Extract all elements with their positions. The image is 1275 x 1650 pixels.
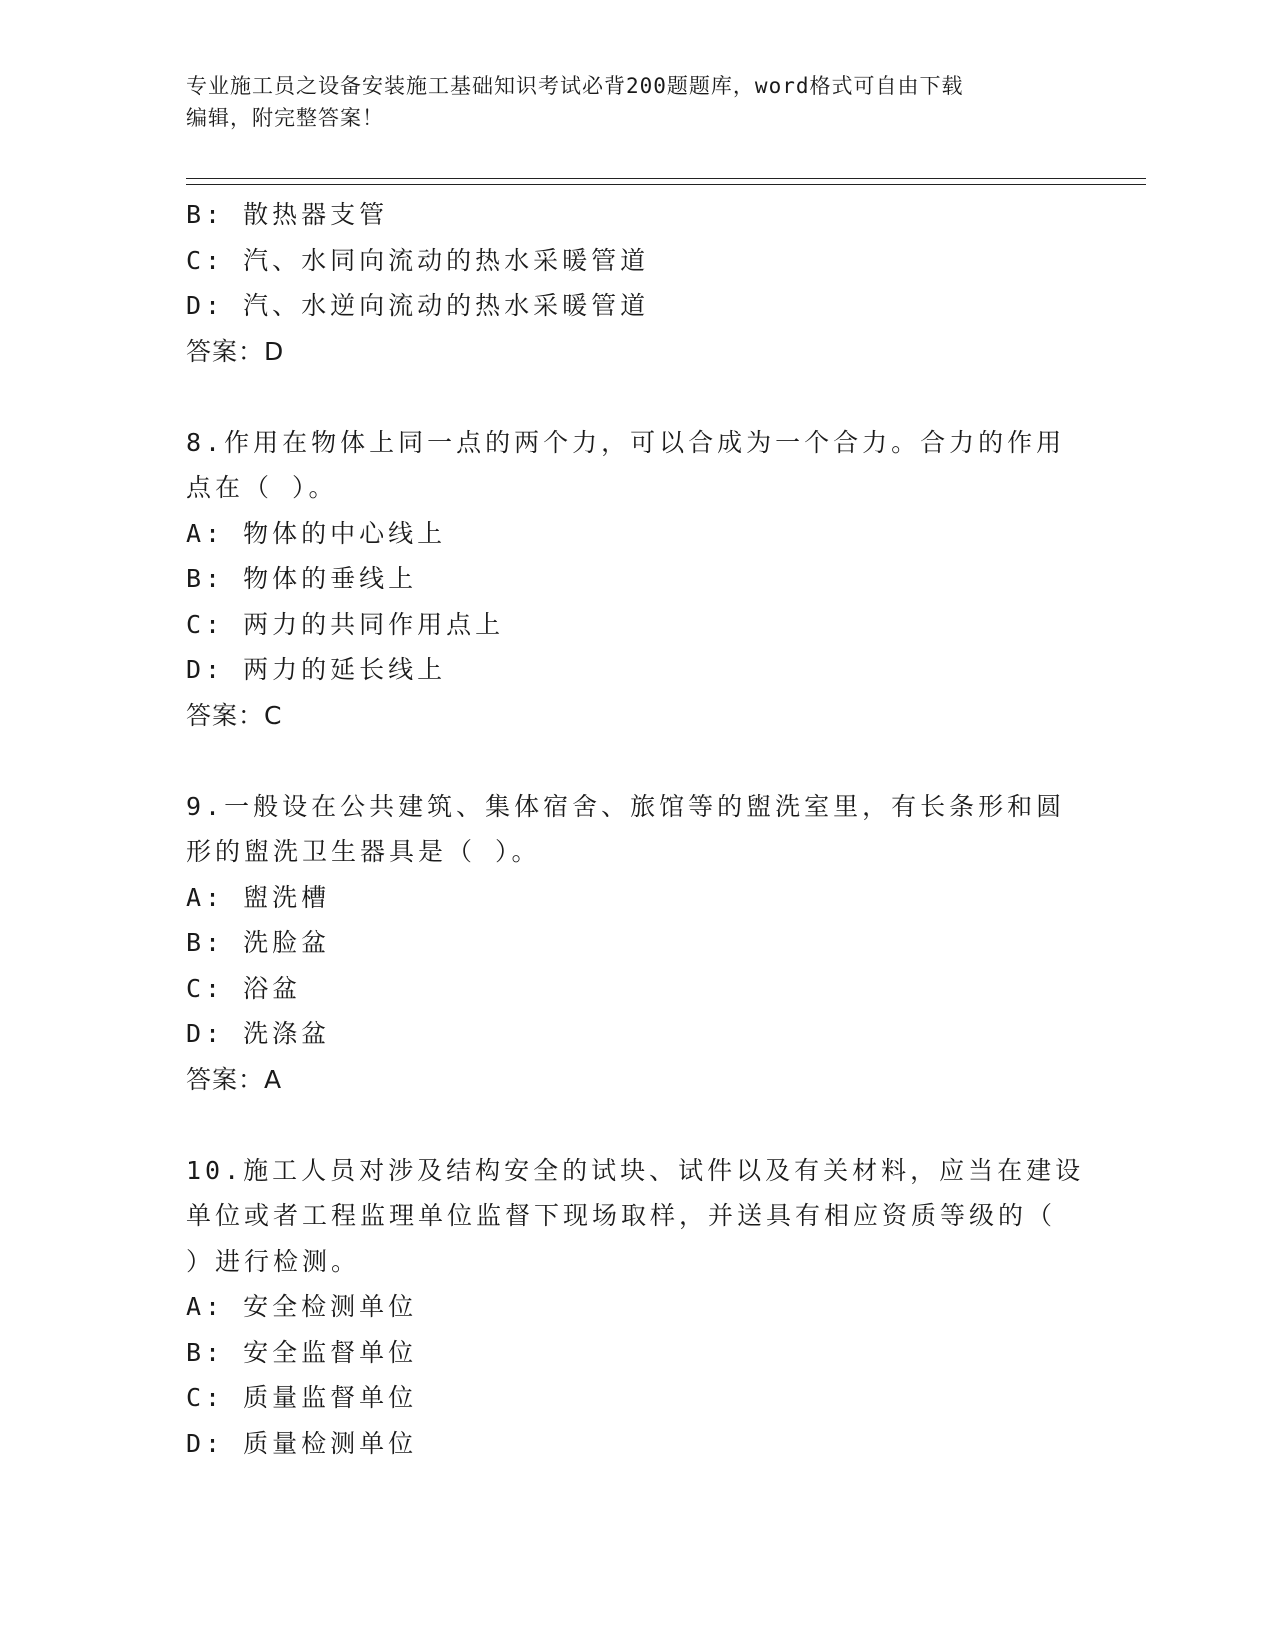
- question-7-continued: [186, 192, 1146, 374]
- document-page: [186, 70, 1146, 1458]
- question-text: 形的盥洗卫生器具是（ ）。: [186, 837, 541, 866]
- option-b: B: 散热器支管: [186, 200, 389, 229]
- option-d: D: 汽、水逆向流动的热水采暖管道: [186, 291, 650, 320]
- option-b: B: 洗脸盆: [186, 928, 331, 957]
- option-d: D: 两力的延长线上: [186, 655, 447, 684]
- answer: 答案：D: [186, 336, 285, 366]
- header-divider: [186, 178, 1146, 185]
- answer: 答案：A: [186, 1064, 283, 1094]
- option-c: C: 两力的共同作用点上: [186, 609, 505, 639]
- option-b: B: 物体的垂线上: [186, 564, 418, 593]
- option-c: C: 浴盆: [186, 973, 302, 1003]
- question-9: [186, 784, 1146, 1103]
- question-text: 单位或者工程监理单位监督下现场取样，并送具有相应资质等级的（: [186, 1201, 1057, 1230]
- question-text: 9.一般设在公共建筑、集体宿舍、旅馆等的盥洗室里，有长条形和圆: [186, 791, 1066, 821]
- header-line-2: 编辑，附完整答案！: [186, 106, 384, 130]
- spacer: [186, 374, 1146, 420]
- option-a: A: 安全检测单位: [186, 1292, 418, 1321]
- question-10: [186, 1148, 1146, 1467]
- option-a: A: 盥洗槽: [186, 882, 331, 912]
- question-8: [186, 420, 1146, 739]
- header-line-1: 专业施工员之设备安装施工基础知识考试必背200题题库，word格式可自由下载: [186, 74, 964, 98]
- option-c: C: 质量监督单位: [186, 1383, 418, 1412]
- answer: 答案：C: [186, 700, 283, 730]
- document-body: [186, 192, 1146, 1466]
- option-a: A: 物体的中心线上: [186, 518, 447, 548]
- spacer: [186, 1102, 1146, 1148]
- option-d: D: 质量检测单位: [186, 1428, 418, 1458]
- document-header: [186, 70, 1066, 134]
- option-c: C: 汽、水同向流动的热水采暖管道: [186, 245, 650, 275]
- question-text: 8.作用在物体上同一点的两个力，可以合成为一个合力。合力的作用: [186, 427, 1066, 457]
- question-text: ）进行检测。: [186, 1246, 361, 1276]
- option-d: D: 洗涤盆: [186, 1019, 331, 1048]
- question-text: 点在（ ）。: [186, 473, 338, 502]
- option-b: B: 安全监督单位: [186, 1337, 418, 1367]
- spacer: [186, 738, 1146, 784]
- question-text: 10.施工人员对涉及结构安全的试块、试件以及有关材料，应当在建设: [186, 1155, 1085, 1185]
